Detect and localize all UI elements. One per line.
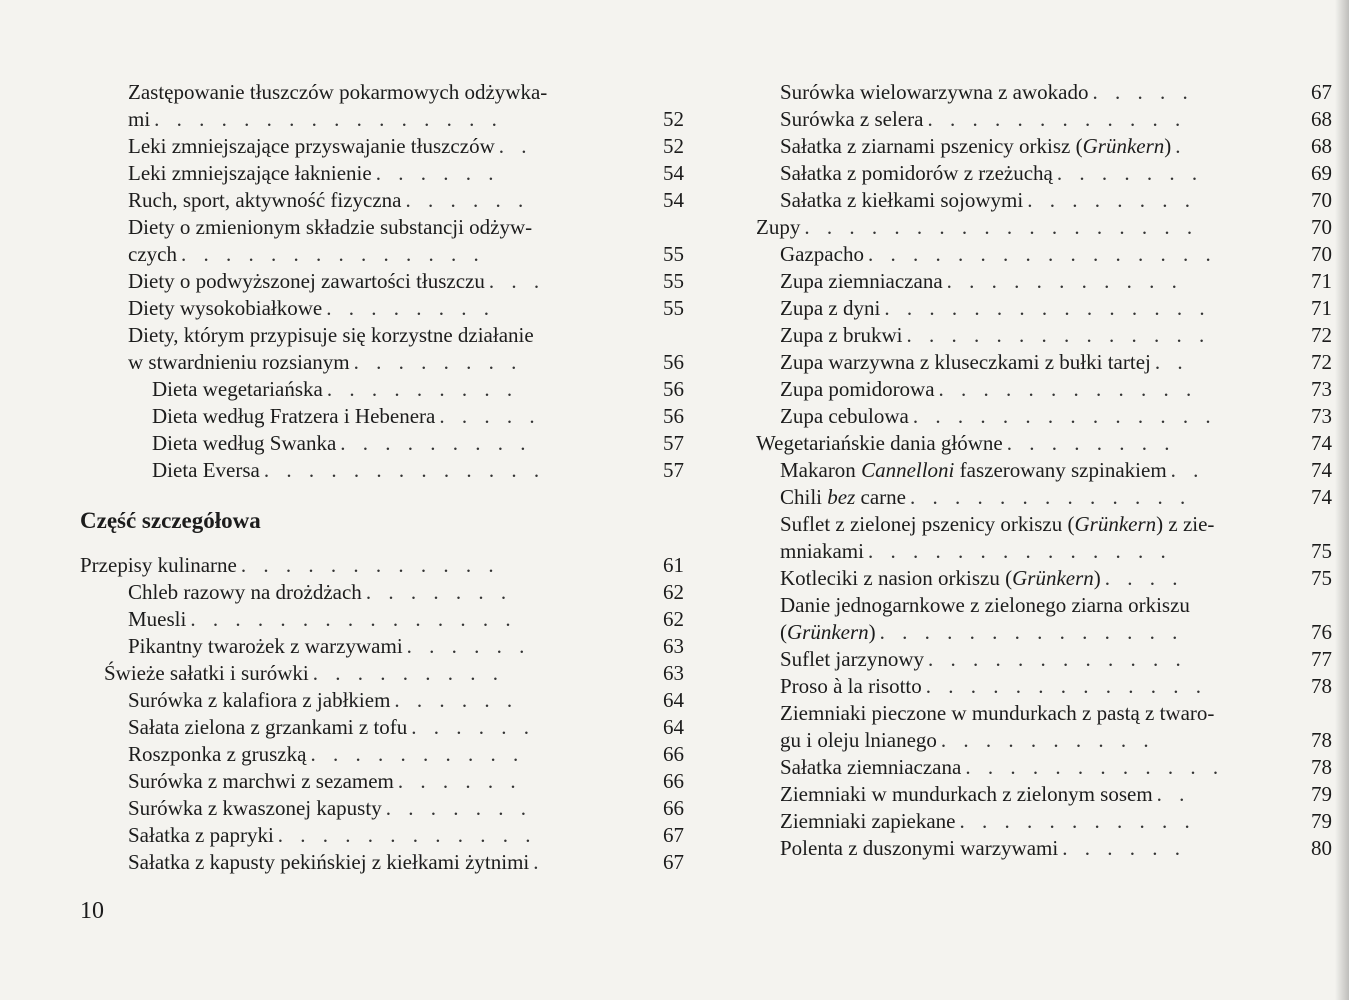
dot-leader: . . . . . . . . . . . . xyxy=(277,823,537,847)
toc-entry-text: Diety, którym przypisuje się korzystne działanie xyxy=(128,323,534,347)
toc-page-number: 54 xyxy=(663,188,684,212)
toc-entry-title xyxy=(128,795,382,822)
toc-entry-text: Leki zmniejszające przyswajanie tłuszczów xyxy=(128,134,495,158)
toc-entry xyxy=(756,241,1332,268)
toc-page-number: 68 xyxy=(1311,134,1332,158)
toc-entry-title xyxy=(780,160,1053,187)
toc-entry xyxy=(756,187,1332,214)
dot-leader: . . . . . . . xyxy=(365,580,513,604)
toc-entry-title xyxy=(780,592,1190,619)
toc-entry xyxy=(756,754,1332,781)
dot-leader: . xyxy=(533,850,545,874)
toc-entry xyxy=(80,430,684,457)
dot-leader: . . . . . . . . xyxy=(326,296,495,320)
toc-entry-text: Wegetariańskie dania główne xyxy=(756,431,1003,455)
toc-page-number: 72 xyxy=(1311,350,1332,374)
toc-entry-title xyxy=(128,160,372,187)
toc-entry-text: Diety o zmienionym składzie substancji odżyw- xyxy=(128,215,533,239)
toc-entry-text: Surówka wielowarzywna z awokado xyxy=(780,80,1089,104)
toc-entry xyxy=(756,79,1332,106)
toc-page-number: 75 xyxy=(1311,539,1332,563)
toc-entry-text: Ziemniaki zapiekane xyxy=(780,809,956,833)
dot-leader: . . . . . . . . . . . . . . . xyxy=(190,607,517,631)
toc-left-column xyxy=(80,79,684,876)
toc-entry-text: mniakami xyxy=(780,539,864,563)
toc-entry-text: Sałatka z ziarnami pszenicy orkisz ( xyxy=(780,134,1083,158)
toc-page-number: 74 xyxy=(1311,485,1332,509)
toc-page-number: 52 xyxy=(663,107,684,131)
toc-entry xyxy=(80,822,684,849)
toc-entry-title xyxy=(780,133,1171,160)
toc-entry xyxy=(756,700,1332,727)
toc-entry xyxy=(80,552,684,579)
toc-entry-text: Sałata zielona z grzankami z tofu xyxy=(128,715,408,739)
toc-entry xyxy=(80,457,684,484)
toc-page-number: 80 xyxy=(1311,836,1332,860)
toc-entry xyxy=(80,133,684,160)
toc-entry-text: Surówka z kwaszonej kapusty xyxy=(128,796,382,820)
toc-entry xyxy=(756,592,1332,619)
toc-page-number: 79 xyxy=(1311,809,1332,833)
dot-leader: . . . . . . xyxy=(1062,836,1186,860)
toc-entry-text: Zastępowanie tłuszczów pokarmowych odżywka- xyxy=(128,80,548,104)
toc-entry-title xyxy=(756,430,1003,457)
toc-entry-title xyxy=(152,403,435,430)
toc-entry-text: Makaron xyxy=(780,458,862,482)
toc-entry xyxy=(756,727,1332,754)
toc-entry xyxy=(80,268,684,295)
toc-entry xyxy=(756,268,1332,295)
dot-leader: . . . . . . xyxy=(411,715,536,739)
toc-entry-text: Surówka z selera xyxy=(780,107,924,131)
toc-entry-text: Chili xyxy=(780,485,828,509)
toc-entry xyxy=(756,538,1332,565)
toc-entry xyxy=(80,349,684,376)
dot-leader: . . xyxy=(498,134,533,158)
dot-leader: . . . . . . . . . . xyxy=(940,728,1155,752)
toc-page-number: 67 xyxy=(1311,80,1332,104)
toc-entry-title xyxy=(128,295,322,322)
toc-entry xyxy=(80,849,684,876)
toc-page-number: 55 xyxy=(663,296,684,320)
toc-entry-text: Ziemniaki w mundurkach z zielonym sosem xyxy=(780,782,1153,806)
toc-entry-text: Proso à la risotto xyxy=(780,674,922,698)
toc-entry xyxy=(756,673,1332,700)
toc-entry-text: Przepisy kulinarne xyxy=(80,553,237,577)
toc-page-number: 70 xyxy=(1311,215,1332,239)
toc-entry-italic: Grünkern xyxy=(1074,512,1157,536)
toc-page-number: 52 xyxy=(663,134,684,158)
toc-entry-title xyxy=(128,214,532,241)
toc-page-number: 66 xyxy=(663,796,684,820)
toc-entry-text: Sałatka z papryki xyxy=(128,823,274,847)
dot-leader: . . . . . . . . . . . . . . . xyxy=(884,296,1211,320)
toc-entry-title xyxy=(128,633,403,660)
dot-leader: . . xyxy=(1170,458,1205,482)
toc-entry-text: Sałatka z pomidorów z rzeżuchą xyxy=(780,161,1053,185)
toc-entry-title xyxy=(152,430,336,457)
toc-entry-text: Pikantny twarożek z warzywami xyxy=(128,634,403,658)
toc-page-number: 56 xyxy=(663,350,684,374)
toc-page-number: 67 xyxy=(663,823,684,847)
dot-leader: . . . . xyxy=(1104,566,1184,590)
toc-entry-title xyxy=(780,484,906,511)
toc-entry xyxy=(756,835,1332,862)
toc-entry xyxy=(80,322,684,349)
toc-entry-title xyxy=(780,241,864,268)
toc-entry-title xyxy=(780,403,909,430)
toc-entry xyxy=(80,295,684,322)
toc-entry-text: Zupa z brukwi xyxy=(780,323,903,347)
toc-entry-text: Ruch, sport, aktywność fizyczna xyxy=(128,188,402,212)
toc-entry-title xyxy=(128,849,529,876)
toc-entry-text-after: ) xyxy=(1164,134,1172,158)
toc-entry-text: Zupa pomidorowa xyxy=(780,377,935,401)
toc-entry xyxy=(80,795,684,822)
toc-entry-text: Sałatka z kiełkami sojowymi xyxy=(780,188,1024,212)
toc-entry xyxy=(80,160,684,187)
toc-entry-title xyxy=(80,552,237,579)
toc-entry-title xyxy=(780,187,1023,214)
toc-entry-text-after: faszerowany szpinakiem xyxy=(954,458,1167,482)
toc-entry-title xyxy=(128,579,362,606)
toc-entry-title xyxy=(780,376,935,403)
dot-leader: . . . . . . . . . . . . xyxy=(928,647,1187,671)
toc-entry-title xyxy=(780,268,943,295)
toc-entry-italic: Grünkern xyxy=(1082,134,1165,158)
toc-entry-text: Surówka z kalafiora z jabłkiem xyxy=(128,688,391,712)
toc-entry-title xyxy=(780,646,924,673)
dot-leader: . . . . . . . . . . . . xyxy=(927,107,1187,131)
toc-page-number: 63 xyxy=(663,634,684,658)
toc-entry-text: Zupa ziemniaczana xyxy=(780,269,943,293)
page-number: 10 xyxy=(80,898,104,924)
toc-entry xyxy=(756,511,1332,538)
toc-entry-text: Suflet jarzynowy xyxy=(780,647,925,671)
toc-entry-title xyxy=(780,727,937,754)
toc-page-number: 70 xyxy=(1311,188,1332,212)
toc-entry-text: Leki zmniejszające łaknienie xyxy=(128,161,372,185)
toc-entry-text: Surówka z marchwi z sezamem xyxy=(128,769,394,793)
toc-entry-title xyxy=(780,511,1214,538)
toc-entry-title xyxy=(780,673,922,700)
dot-leader: . . . . . . . . xyxy=(1027,188,1196,212)
dot-leader: . . . . . xyxy=(439,404,541,428)
toc-entry xyxy=(80,579,684,606)
toc-entry-text: Chleb razowy na drożdżach xyxy=(128,580,362,604)
dot-leader: . . . . . . xyxy=(406,634,531,658)
toc-page-number: 72 xyxy=(1311,323,1332,347)
toc-page-number: 67 xyxy=(663,850,684,874)
dot-leader: . . . . . . . . . . . . xyxy=(938,377,1198,401)
dot-leader: . . . xyxy=(488,269,546,293)
toc-entry-title xyxy=(780,754,961,781)
dot-leader: . . . . . . . xyxy=(385,796,532,820)
toc-page-number: 64 xyxy=(663,715,684,739)
toc-entry-title xyxy=(128,741,306,768)
toc-page-number: 74 xyxy=(1311,431,1332,455)
dot-leader: . . . . . . . . . xyxy=(312,661,504,685)
toc-entry xyxy=(756,484,1332,511)
toc-page-number: 68 xyxy=(1311,107,1332,131)
toc-entry-text: Diety o podwyższonej zawartości tłuszczu xyxy=(128,269,485,293)
toc-entry-title xyxy=(780,565,1101,592)
toc-entry-title xyxy=(780,349,1151,376)
toc-entry-italic: bez xyxy=(827,485,856,509)
toc-entry-text: Zupy xyxy=(756,215,801,239)
toc-entry-text: Ziemniaki pieczone w mundurkach z pastą z twaro- xyxy=(780,701,1215,725)
section-heading: Część szczegółowa xyxy=(80,508,261,533)
toc-entry xyxy=(756,133,1332,160)
dot-leader: . . . . . . . . . . . . . . xyxy=(180,242,485,266)
toc-entry-title xyxy=(128,322,534,349)
toc-entry xyxy=(80,768,684,795)
toc-entry-title xyxy=(780,106,923,133)
toc-entry xyxy=(80,660,684,687)
dot-leader: . . . . . . . . . xyxy=(326,377,519,401)
toc-entry-text: Polenta z duszonymi warzywami xyxy=(780,836,1059,860)
toc-entry xyxy=(80,403,684,430)
toc-entry xyxy=(80,376,684,403)
toc-entry-title xyxy=(756,214,800,241)
dot-leader: . . . . . . . . . . . . xyxy=(965,755,1225,779)
toc-entry-text: Świeże sałatki i surówki xyxy=(104,661,309,685)
toc-entry-title xyxy=(780,700,1214,727)
toc-entry-title xyxy=(152,457,260,484)
dot-leader: . . . . . . . . . . . . . . . . . . xyxy=(804,215,1199,239)
dot-leader: . . . . . . xyxy=(394,688,519,712)
toc-entry xyxy=(756,403,1332,430)
toc-entry-text-after: carne xyxy=(855,485,906,509)
toc-entry xyxy=(756,349,1332,376)
toc-entry xyxy=(80,214,684,241)
toc-entry xyxy=(756,376,1332,403)
toc-entry-text: Diety wysokobiałkowe xyxy=(128,296,323,320)
dot-leader: . . . . . . . xyxy=(1056,161,1204,185)
toc-entry-text: gu i oleju lnianego xyxy=(780,728,937,752)
toc-entry xyxy=(756,214,1332,241)
dot-leader: . . xyxy=(1156,782,1191,806)
dot-leader: . . xyxy=(1154,350,1189,374)
dot-leader: . . . . . . . . . . . . . xyxy=(909,485,1192,509)
toc-entry-title xyxy=(780,538,864,565)
toc-entry-text: Dieta według Swanka xyxy=(152,431,337,455)
toc-entry xyxy=(756,808,1332,835)
toc-page-number: 78 xyxy=(1311,674,1332,698)
toc-entry-title xyxy=(780,295,880,322)
toc-entry xyxy=(80,687,684,714)
dot-leader: . . . . . . . . . . . . xyxy=(240,553,500,577)
toc-entry xyxy=(756,106,1332,133)
toc-entry xyxy=(756,781,1332,808)
toc-entry xyxy=(756,619,1332,646)
toc-right-column xyxy=(756,79,1332,862)
toc-entry-title xyxy=(128,714,407,741)
toc-entry-text: Muesli xyxy=(128,607,187,631)
toc-left-part2 xyxy=(80,552,684,876)
toc-entry-text: Dieta Eversa xyxy=(152,458,260,482)
toc-entry-text: Sałatka ziemniaczana xyxy=(780,755,962,779)
toc-entry-text: Zupa cebulowa xyxy=(780,404,909,428)
toc-page-number: 70 xyxy=(1311,242,1332,266)
dot-leader: . xyxy=(1175,134,1187,158)
dot-leader: . . . . . . xyxy=(405,188,530,212)
toc-entry xyxy=(756,565,1332,592)
dot-leader: . . . . . . . . . . . . . xyxy=(263,458,546,482)
toc-page-number: 62 xyxy=(663,580,684,604)
dot-leader: . . . . . . . . . xyxy=(340,431,532,455)
dot-leader: . . . . . . . . . . . . . . xyxy=(912,404,1217,428)
toc-entry-title xyxy=(128,822,274,849)
toc-entry-title xyxy=(104,660,309,687)
toc-entry-title xyxy=(128,349,350,376)
toc-entry-title xyxy=(780,835,1058,862)
toc-entry-text-after: ) xyxy=(868,620,876,644)
toc-entry-title xyxy=(128,79,547,106)
toc-entry-title xyxy=(128,133,495,160)
toc-entry-title xyxy=(780,457,1167,484)
toc-left-part1 xyxy=(80,79,684,484)
toc-page-number: 73 xyxy=(1311,404,1332,428)
toc-entry xyxy=(756,295,1332,322)
dot-leader: . . . . . . . . . . . . . . . . xyxy=(867,242,1217,266)
dot-leader: . . . . . . . . . . . xyxy=(946,269,1183,293)
toc-entry xyxy=(756,322,1332,349)
toc-page-number: 66 xyxy=(663,769,684,793)
toc-entry xyxy=(756,160,1332,187)
toc-entry-text: ( xyxy=(780,620,787,644)
dot-leader: . . . . . . . . xyxy=(353,350,523,374)
toc-entry-text: Gazpacho xyxy=(780,242,864,266)
toc-entry-title xyxy=(152,376,323,403)
toc-entry-title xyxy=(780,79,1088,106)
toc-entry-text-after: ) xyxy=(1093,566,1101,590)
dot-leader: . . . . . . . . . . . . . . . . xyxy=(154,107,503,131)
toc-entry xyxy=(80,633,684,660)
dot-leader: . . . . . . . . . . . . . xyxy=(925,674,1207,698)
toc-entry-text-after: ) z zie- xyxy=(1156,512,1215,536)
toc-entry-italic: Cannelloni xyxy=(861,458,955,482)
toc-entry-title xyxy=(780,781,1153,808)
toc-entry-italic: Grünkern xyxy=(787,620,869,644)
toc-entry xyxy=(80,606,684,633)
toc-entry-title xyxy=(780,808,956,835)
toc-entry-text: czych xyxy=(128,242,177,266)
toc-entry-text: Suflet z zielonej pszenicy orkiszu ( xyxy=(780,512,1075,536)
toc-entry-text: Sałatka z kapusty pekińskiej z kiełkami żytnimi xyxy=(128,850,530,874)
toc-page-number: 55 xyxy=(663,242,684,266)
dot-leader: . . . . . . . . . . xyxy=(310,742,525,766)
toc-entry-text: Zupa warzywna z kluseczkami z bułki tartej xyxy=(780,350,1151,374)
dot-leader: . . . . . . xyxy=(397,769,522,793)
toc-entry-text: mi xyxy=(128,107,151,131)
toc-entry-title xyxy=(128,687,390,714)
toc-entry-text: Dieta według Fratzera i Hebenera xyxy=(152,404,436,428)
toc-entry-title xyxy=(128,606,186,633)
toc-entry xyxy=(80,714,684,741)
toc-page-number: 73 xyxy=(1311,377,1332,401)
toc-page-number: 61 xyxy=(663,553,684,577)
toc-entry-text: Zupa z dyni xyxy=(780,296,881,320)
toc-page-number: 57 xyxy=(663,458,684,482)
dot-leader: . . . . . . . . . . . . . . xyxy=(879,620,1184,644)
toc-entry xyxy=(80,741,684,768)
toc-entry-italic: Grünkern xyxy=(1012,566,1094,590)
toc-entry xyxy=(756,430,1332,457)
dot-leader: . . . . . . . . xyxy=(1006,431,1176,455)
toc-entry-text: w stwardnieniu rozsianym xyxy=(128,350,350,374)
toc-entry xyxy=(80,106,684,133)
toc-right-entries xyxy=(756,79,1332,862)
toc-entry-title xyxy=(128,187,402,214)
toc-page-number: 71 xyxy=(1311,296,1332,320)
toc-page-number: 66 xyxy=(663,742,684,766)
toc-page-number: 69 xyxy=(1311,161,1332,185)
dot-leader: . . . . . xyxy=(1092,80,1194,104)
toc-page-number: 78 xyxy=(1311,755,1332,779)
toc-page-number: 77 xyxy=(1311,647,1332,671)
toc-page-number: 71 xyxy=(1311,269,1332,293)
toc-entry xyxy=(80,187,684,214)
toc-entry-text: Dieta wegetariańska xyxy=(152,377,323,401)
toc-page-number: 64 xyxy=(663,688,684,712)
toc-entry-title xyxy=(780,619,876,646)
toc-entry-text: Roszponka z gruszką xyxy=(128,742,307,766)
toc-entry-text: Kotleciki z nasion orkiszu ( xyxy=(780,566,1013,590)
toc-entry-title xyxy=(128,268,485,295)
toc-page-number: 63 xyxy=(663,661,684,685)
toc-page-number: 56 xyxy=(663,377,684,401)
toc-entry-title xyxy=(128,106,150,133)
toc-entry-text: Danie jednogarnkowe z zielonego ziarna orkiszu xyxy=(780,593,1190,617)
dot-leader: . . . . . . . . . . . xyxy=(959,809,1196,833)
dot-leader: . . . . . . . . . . . . . . xyxy=(906,323,1211,347)
dot-leader: . . . . . . xyxy=(375,161,500,185)
toc-entry-title xyxy=(128,241,177,268)
toc-page-number: 54 xyxy=(663,161,684,185)
toc-page-number: 74 xyxy=(1311,458,1332,482)
toc-entry xyxy=(756,646,1332,673)
toc-entry xyxy=(756,457,1332,484)
toc-entry xyxy=(80,241,684,268)
toc-page-number: 55 xyxy=(663,269,684,293)
toc-page-number: 76 xyxy=(1311,620,1332,644)
toc-page-number: 78 xyxy=(1311,728,1332,752)
dot-leader: . . . . . . . . . . . . . . xyxy=(867,539,1172,563)
toc-entry xyxy=(80,79,684,106)
toc-page-number: 56 xyxy=(663,404,684,428)
toc-page-number: 62 xyxy=(663,607,684,631)
toc-entry-title xyxy=(128,768,394,795)
toc-page-number: 57 xyxy=(663,431,684,455)
toc-page-number: 79 xyxy=(1311,782,1332,806)
toc-entry-title xyxy=(780,322,902,349)
toc-page-number: 75 xyxy=(1311,566,1332,590)
